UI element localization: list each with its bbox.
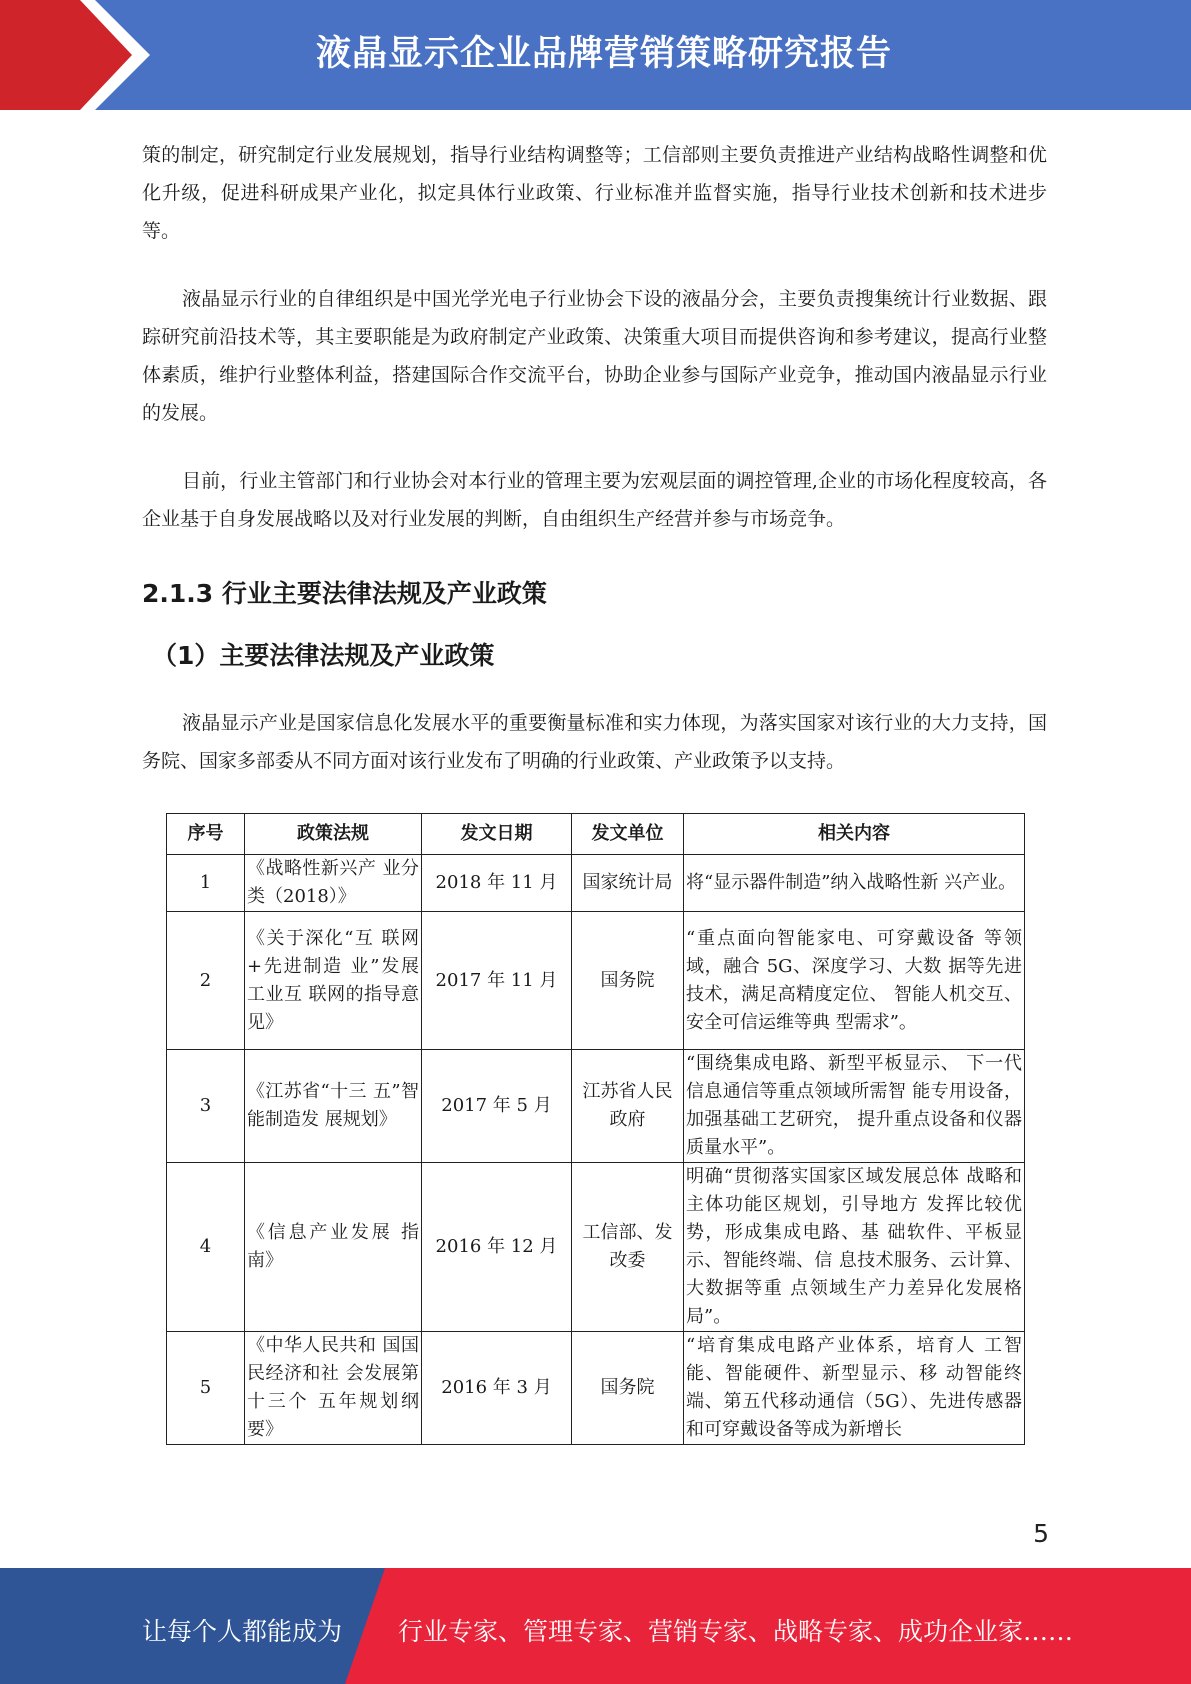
cell-issuer: 国家统计局 — [572, 855, 684, 912]
subsection-heading: （1）主要法律法规及产业政策 — [152, 641, 495, 670]
header-arrow-decoration — [0, 0, 160, 110]
col-header-content: 相关内容 — [684, 814, 1025, 855]
cell-index: 5 — [167, 1332, 245, 1445]
policy-table — [166, 813, 1025, 1445]
table-row — [167, 1050, 1025, 1163]
intro-paragraph: 液晶显示产业是国家信息化发展水平的重要衡量标准和实力体现，为落实国家对该行业的大力支持，国务院、国家多部委从不同方面对该行业发布了明确的行业政策、产业政策予以支持。 — [142, 712, 1047, 772]
cell-policy: 《战略性新兴产 业分类（2018）》 — [245, 855, 422, 912]
cell-content: 将“显示器件制造”纳入战略性新 兴产业。 — [684, 855, 1025, 912]
report-title: 液晶显示企业品牌营销策略研究报告 — [316, 34, 893, 74]
cell-date: 2017 年 5 月 — [422, 1050, 572, 1163]
cell-date: 2016 年 12 月 — [422, 1163, 572, 1332]
col-header-index: 序号 — [167, 814, 245, 855]
cell-issuer: 江苏省人民政府 — [572, 1050, 684, 1163]
col-header-issuer: 发文单位 — [572, 814, 684, 855]
cell-index: 1 — [167, 855, 245, 912]
page-footer — [0, 1568, 1191, 1684]
page-header — [0, 0, 1191, 110]
table-row — [167, 1163, 1025, 1332]
cell-date: 2017 年 11 月 — [422, 912, 572, 1050]
footer-slogan-right: 行业专家、管理专家、营销专家、战略专家、成功企业家…… — [398, 1617, 1074, 1646]
cell-content: “重点面向智能家电、可穿戴设备 等领域，融合 5G、深度学习、大数 据等先进技术，满足高精度定位、 智能人机交互、安全可信运维等典 型需求”。 — [684, 912, 1025, 1050]
cell-policy: 《江苏省“十三 五”智能制造发 展规划》 — [245, 1050, 422, 1163]
table-row — [167, 855, 1025, 912]
cell-policy: 《信息产业发展 指南》 — [245, 1163, 422, 1332]
paragraph-2: 液晶显示行业的自律组织是中国光学光电子行业协会下设的液晶分会，主要负责搜集统计行业数据、跟踪研究前沿技术等，其主要职能是为政府制定产业政策、决策重大项目而提供咨询和参考建议，提高行业整体素质，维护行业整体利益，搭建国际合作交流平台，协助企业参与国际产业竞争，推动国内液晶显示行业的发展。 — [142, 288, 1047, 424]
table-row — [167, 1332, 1025, 1445]
cell-content: 明确“贯彻落实国家区域发展总体 战略和主体功能区规划，引导地方 发挥比较优势，形成集成电路、基 础软件、平板显示、智能终端、信 息技术服务、云计算、大数据等重 点领域生产力差异化发展格局”。 — [684, 1163, 1025, 1332]
paragraph-1: 策的制定，研究制定行业发展规划，指导行业结构调整等；工信部则主要负责推进产业结构战略性调整和优化升级，促进科研成果产业化，拟定具体行业政策、行业标准并监督实施，指导行业技术创新和技术进步等。 — [142, 144, 1047, 242]
cell-issuer: 工信部、发改委 — [572, 1163, 684, 1332]
table-row — [167, 912, 1025, 1050]
cell-index: 4 — [167, 1163, 245, 1332]
cell-index: 3 — [167, 1050, 245, 1163]
cell-issuer: 国务院 — [572, 1332, 684, 1445]
cell-policy: 《中华人民共和 国国民经济和社 会发展第十三个 五年规划纲要》 — [245, 1332, 422, 1445]
page-number: 5 — [1033, 1519, 1049, 1548]
footer-slogan-left: 让每个人都能成为 — [142, 1617, 343, 1646]
col-header-date: 发文日期 — [422, 814, 572, 855]
cell-policy: 《关于深化“互 联网+先进制造 业”发展工业互 联网的指导意 见》 — [245, 912, 422, 1050]
table-header-row — [167, 814, 1025, 855]
paragraph-3: 目前，行业主管部门和行业协会对本行业的管理主要为宏观层面的调控管理,企业的市场化程度较高，各企业基于自身发展战略以及对行业发展的判断，自由组织生产经营并参与市场竞争。 — [142, 470, 1047, 530]
cell-content: “围绕集成电路、新型平板显示、 下一代信息通信等重点领域所需智 能专用设备，加强基础工艺研究， 提升重点设备和仪器质量水平”。 — [684, 1050, 1025, 1163]
section-heading: 2.1.3 行业主要法律法规及产业政策 — [142, 579, 547, 608]
cell-issuer: 国务院 — [572, 912, 684, 1050]
col-header-policy: 政策法规 — [245, 814, 422, 855]
cell-content: “培育集成电路产业体系，培育人 工智能、智能硬件、新型显示、移 动智能终端、第五代移动通信（5G）、先进传感器和可穿戴设备等成为新增长 — [684, 1332, 1025, 1445]
cell-index: 2 — [167, 912, 245, 1050]
cell-date: 2018 年 11 月 — [422, 855, 572, 912]
page-content — [142, 136, 1047, 810]
cell-date: 2016 年 3 月 — [422, 1332, 572, 1445]
